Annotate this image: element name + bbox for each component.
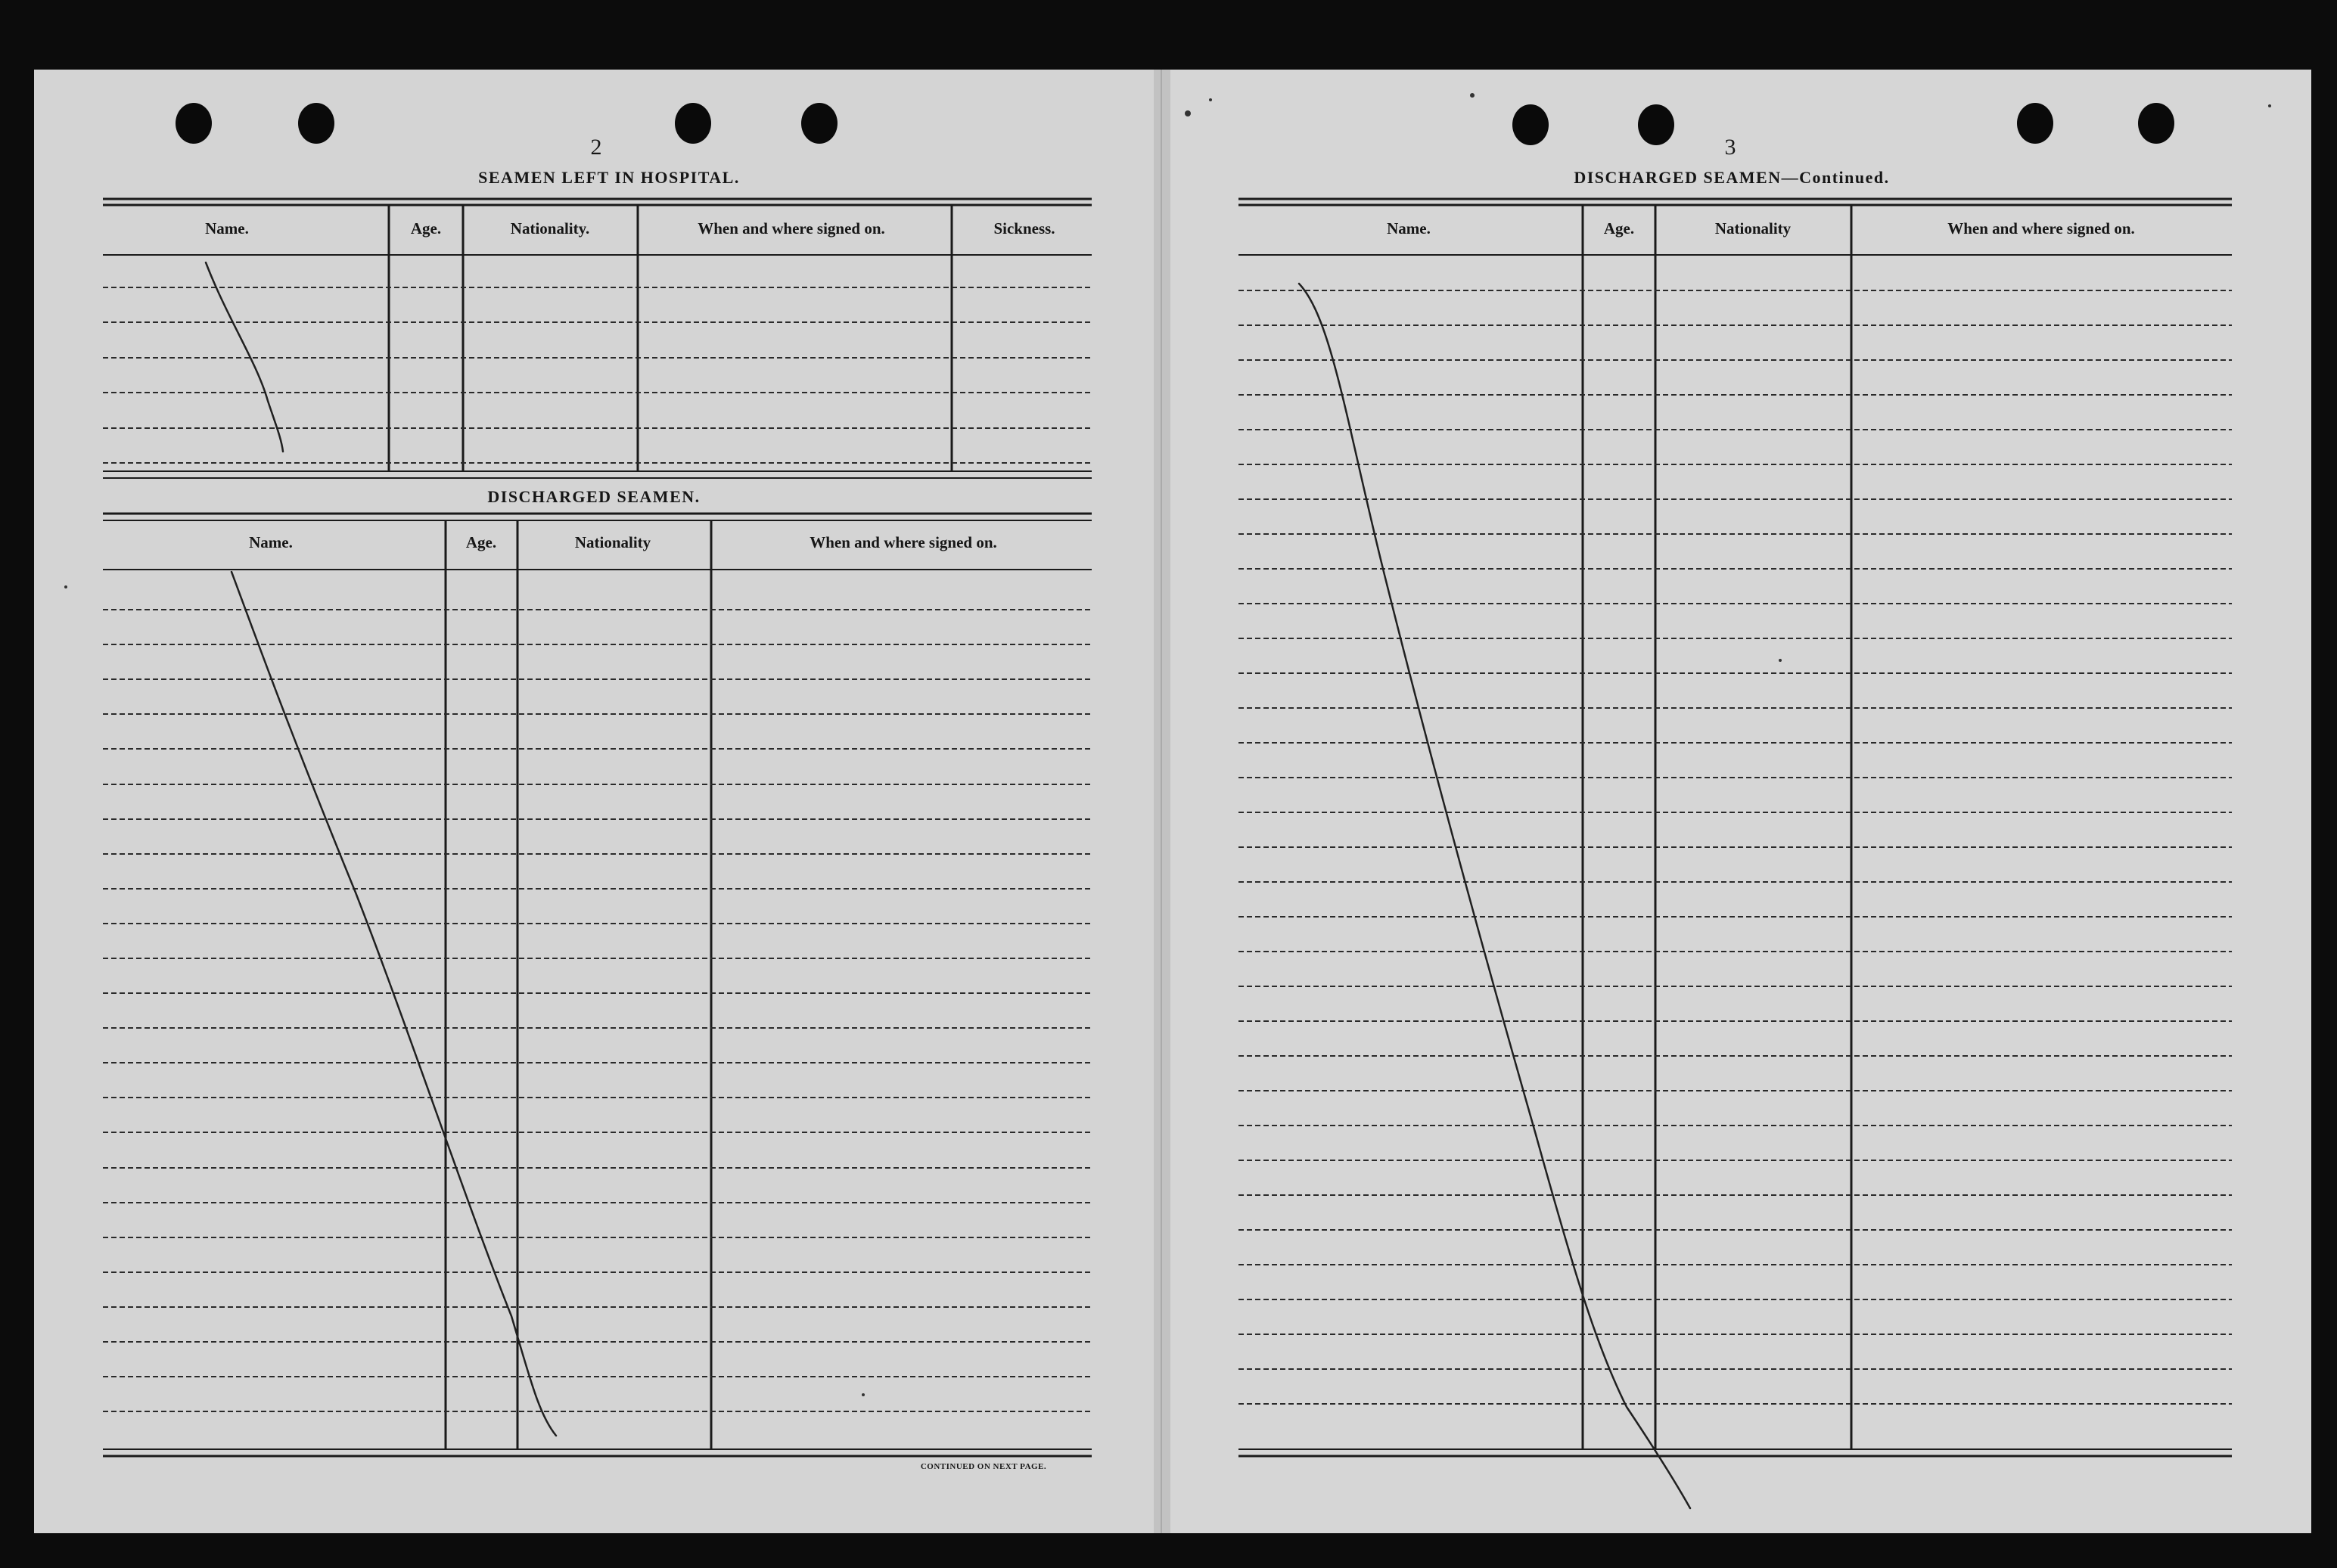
right-col-name: Name. (1387, 219, 1431, 238)
right-col-age: Age. (1603, 219, 1635, 238)
hospital-col-nationality: Nationality. (510, 219, 590, 238)
hospital-col-sickness: Sickness. (993, 219, 1055, 238)
discharged-col-age: Age. (465, 533, 497, 551)
right-section-title: DISCHARGED SEAMEN—Continued. (1574, 168, 1890, 187)
left-page-paper (34, 70, 1161, 1533)
hospital-col-age: Age. (410, 219, 442, 238)
discharged-col-nationality: Nationality (574, 533, 651, 551)
discharged-section-title: DISCHARGED SEAMEN. (487, 487, 701, 506)
hospital-section-title: SEAMEN LEFT IN HOSPITAL. (478, 168, 740, 187)
left-page-number: 2 (590, 135, 602, 160)
hospital-col-signed-on: When and where signed on. (698, 219, 885, 238)
discharged-col-signed-on: When and where signed on. (810, 533, 997, 551)
right-page-paper (1161, 70, 2311, 1533)
continued-footer-note: CONTINUED ON NEXT PAGE. (920, 1462, 1047, 1471)
hospital-col-name: Name. (205, 219, 249, 238)
discharged-col-name: Name. (249, 533, 293, 551)
right-col-signed-on: When and where signed on. (1947, 219, 2135, 238)
right-col-nationality: Nationality (1714, 219, 1792, 238)
right-page-number: 3 (1724, 135, 1736, 160)
